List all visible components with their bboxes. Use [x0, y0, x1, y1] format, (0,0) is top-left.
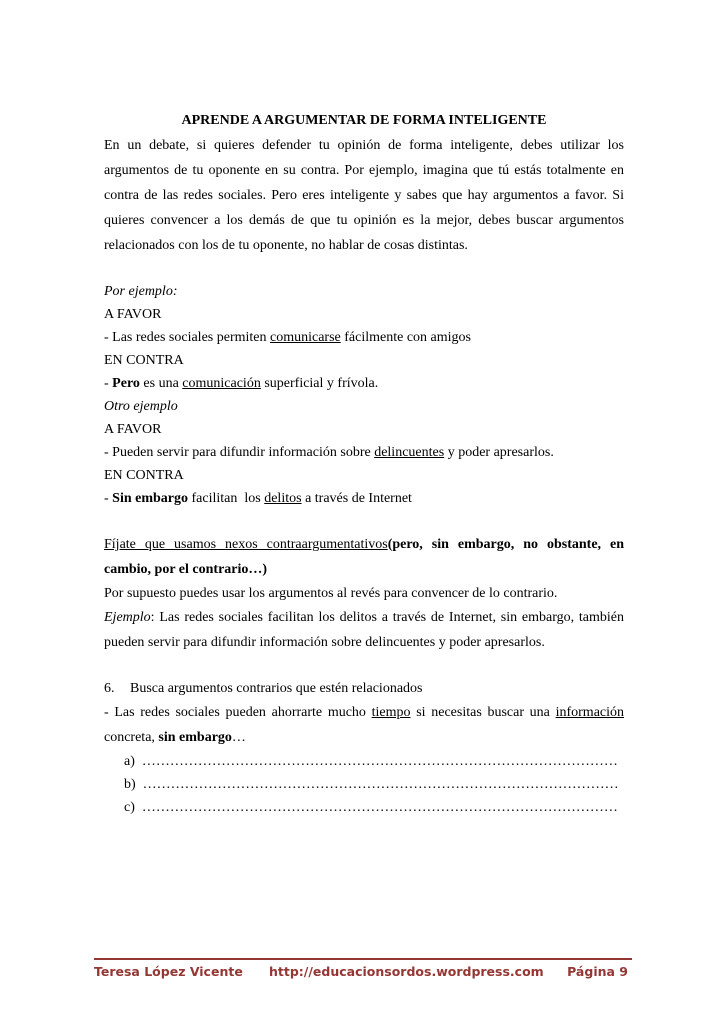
example1-label: Por ejemplo: [104, 284, 178, 299]
footer-url[interactable]: http://educacionsordos.wordpress.com [269, 964, 544, 979]
nexos-example: Ejemplo: Las redes sociales facilitan los delitos a través de Internet, sin embargo, también pueden servir para difundir información sobre delincuentes y poder apresarlos. [104, 610, 624, 650]
keyword-delitos: delitos [264, 491, 302, 506]
example2-contra-label: EN CONTRA [104, 468, 184, 483]
example1-favor-label: A FAVOR [104, 307, 162, 322]
nexos-usage: Por supuesto puedes usar los argumentos al revés para convencer de lo contrario. [104, 586, 558, 601]
nexos-lead: Fíjate que usamos nexos contraargumentativos [104, 537, 388, 552]
nexo-pero: Pero [112, 376, 140, 391]
ejemplo-label: Ejemplo [104, 610, 151, 625]
page-content [104, 112, 624, 819]
nexos-paragraph [104, 532, 624, 582]
example2-label: Otro ejemplo [104, 399, 178, 414]
exercise-instruction: 6. Busca argumentos contrarios que estén relacionados [104, 677, 624, 700]
keyword-informacion: información [555, 705, 625, 720]
answer-line-c[interactable] [104, 796, 624, 819]
nexo-sin-embargo: Sin embargo [112, 491, 189, 506]
nexos-list: (pero, sin embargo, no obstante, en cambio, por el contrario…) [104, 537, 625, 577]
example2-favor-line: - Pueden servir para difundir información sobre delincuentes y poder apresarlos. [104, 445, 554, 460]
page-footer [94, 962, 632, 982]
example1-contra-line: - Pero es una comunicación superficial y frívola. [104, 376, 379, 391]
exercise-number: 6. [104, 681, 115, 696]
example2-contra-line: - Sin embargo facilitan los delitos a través de Internet [104, 491, 412, 506]
keyword-tiempo: tiempo [371, 705, 411, 720]
example2-favor-label: A FAVOR [104, 422, 162, 437]
intro-paragraph: En un debate, si quieres defender tu opinión de forma inteligente, debes utilizar los argumentos de tu oponente en su contra. Por ejemplo, imagina que tú estás totalmente en contra de las redes sociales. Pero eres inteligente y sabes que hay argumentos a favor. Si quieres convencer a los demás de que tu opinión es la mejor, debes buscar argumentos relacionados con los de tu oponente, no hablar de cosas distintas. [104, 138, 624, 253]
example1-favor-line: - Las redes sociales permiten comunicarse fácilmente con amigos [104, 330, 471, 345]
answer-blank: ………………………………………………………………………………………… [141, 800, 618, 815]
keyword-comunicarse: comunicarse [270, 330, 341, 345]
example1-contra-label: EN CONTRA [104, 353, 184, 368]
answer-label: c) [124, 800, 135, 815]
keyword-delincuentes: delincuentes [374, 445, 445, 460]
footer-divider [94, 958, 632, 960]
nexo-sin-embargo-exercise: sin embargo [158, 730, 232, 745]
exercise-prompt: - Las redes sociales pueden ahorrarte mucho tiempo si necesitas buscar una información concreta, sin embargo… [104, 705, 625, 745]
answer-blank: ………………………………………………………………………………………… [141, 754, 618, 769]
answer-label: a) [124, 754, 135, 769]
answer-line-b[interactable] [104, 773, 624, 796]
answer-list [104, 750, 624, 819]
answer-line-a[interactable] [104, 750, 624, 773]
answer-blank: ………………………………………………………………………………………… [142, 777, 619, 792]
page-title: APRENDE A ARGUMENTAR DE FORMA INTELIGENTE [181, 113, 547, 128]
answer-label: b) [124, 777, 136, 792]
keyword-comunicacion: comunicación [182, 376, 261, 391]
footer-page-number: Página 9 [567, 964, 628, 979]
footer-author: Teresa López Vicente [94, 964, 243, 979]
